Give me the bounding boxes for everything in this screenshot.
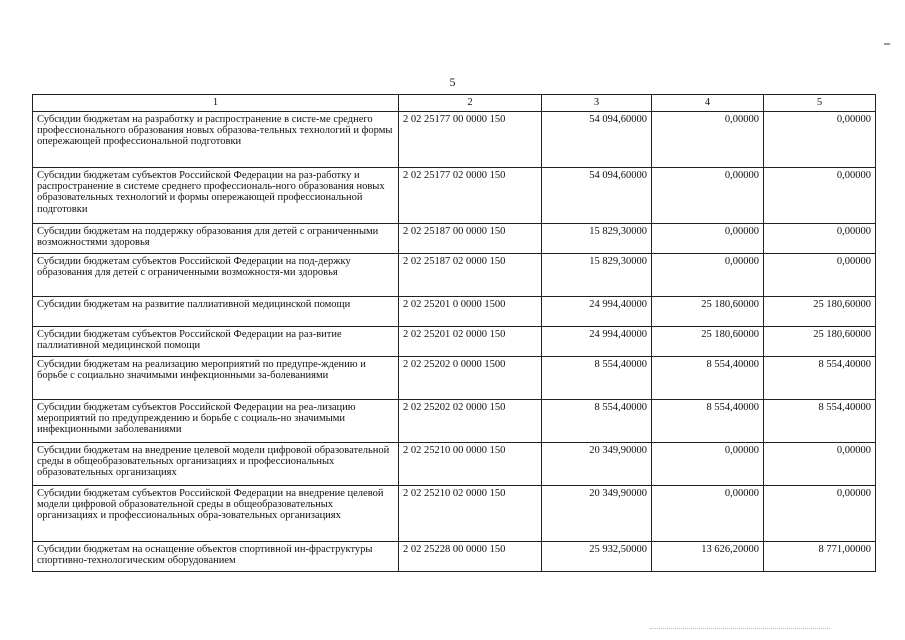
amount-col5-cell: 8 771,00000: [764, 542, 876, 572]
amount-col4-cell: 25 180,60000: [652, 297, 764, 327]
table-row: [33, 486, 876, 542]
table-row: [33, 297, 876, 327]
subsidy-name-cell: Субсидии бюджетам на внедрение целевой модели цифровой образовательной среды в общеобразовательных организациях и профессиональных образовательных организациях: [33, 443, 399, 486]
column-header-5: 5: [764, 95, 876, 112]
amount-col3-cell: 15 829,30000: [542, 224, 652, 254]
budget-code-cell: 2 02 25187 00 0000 150: [399, 224, 542, 254]
column-header-3: 3: [542, 95, 652, 112]
amount-col3-cell: 54 094,60000: [542, 112, 652, 168]
budget-code-cell: 2 02 25187 02 0000 150: [399, 254, 542, 297]
budget-code-cell: 2 02 25210 02 0000 150: [399, 486, 542, 542]
table-row: [33, 224, 876, 254]
subsidy-name-cell: Субсидии бюджетам на развитие паллиативной медицинской помощи: [33, 297, 399, 327]
amount-col5-cell: 0,00000: [764, 254, 876, 297]
budget-code-cell: 2 02 25177 02 0000 150: [399, 168, 542, 224]
amount-col3-cell: 8 554,40000: [542, 357, 652, 400]
amount-col5-cell: 0,00000: [764, 486, 876, 542]
amount-col3-cell: 20 349,90000: [542, 486, 652, 542]
table-header-row: [33, 95, 876, 112]
amount-col5-cell: 25 180,60000: [764, 327, 876, 357]
table-row: [33, 254, 876, 297]
scan-artifact-mark: [884, 43, 890, 45]
amount-col3-cell: 24 994,40000: [542, 297, 652, 327]
subsidy-name-cell: Субсидии бюджетам на реализацию мероприятий по предупре-ждению и борьбе с социально значимыми инфекционными за-болеваниями: [33, 357, 399, 400]
subsidy-name-cell: Субсидии бюджетам субъектов Российской Федерации на внедрение целевой модели цифровой образовательной среды в общеобразовательных организациях и профессиональных обра-зовательных организациях: [33, 486, 399, 542]
amount-col5-cell: 0,00000: [764, 112, 876, 168]
amount-col5-cell: 0,00000: [764, 443, 876, 486]
amount-col3-cell: 24 994,40000: [542, 327, 652, 357]
amount-col3-cell: 25 932,50000: [542, 542, 652, 572]
amount-col4-cell: 0,00000: [652, 254, 764, 297]
budget-code-cell: 2 02 25202 02 0000 150: [399, 400, 542, 443]
table-row: [33, 168, 876, 224]
amount-col4-cell: 0,00000: [652, 112, 764, 168]
table-row: [33, 327, 876, 357]
amount-col3-cell: 15 829,30000: [542, 254, 652, 297]
amount-col4-cell: 8 554,40000: [652, 357, 764, 400]
subsidy-name-cell: Субсидии бюджетам субъектов Российской Федерации на под-держку образования для детей с ограниченными возможностя-ми здоровья: [33, 254, 399, 297]
amount-col4-cell: 0,00000: [652, 443, 764, 486]
budget-code-cell: 2 02 25201 02 0000 150: [399, 327, 542, 357]
table-row: [33, 357, 876, 400]
column-header-4: 4: [652, 95, 764, 112]
subsidy-name-cell: Субсидии бюджетам на разработку и распространение в систе-ме среднего профессионального образования новых образова-тельных технологий и формы опережающей профессиональной подготовки: [33, 112, 399, 168]
amount-col4-cell: 0,00000: [652, 486, 764, 542]
table-row: [33, 112, 876, 168]
amount-col5-cell: 0,00000: [764, 168, 876, 224]
budget-subsidies-table: [32, 94, 876, 572]
subsidy-name-cell: Субсидии бюджетам на оснащение объектов спортивной ин-фраструктуры спортивно-технологическим оборудованием: [33, 542, 399, 572]
budget-code-cell: 2 02 25228 00 0000 150: [399, 542, 542, 572]
amount-col5-cell: 8 554,40000: [764, 400, 876, 443]
amount-col3-cell: 54 094,60000: [542, 168, 652, 224]
budget-code-cell: 2 02 25202 0 0000 1500: [399, 357, 542, 400]
table-body: [33, 112, 876, 572]
column-header-1: 1: [33, 95, 399, 112]
budget-code-cell: 2 02 25201 0 0000 1500: [399, 297, 542, 327]
page-number: 5: [449, 75, 456, 89]
amount-col5-cell: 25 180,60000: [764, 297, 876, 327]
amount-col3-cell: 8 554,40000: [542, 400, 652, 443]
amount-col3-cell: 20 349,90000: [542, 443, 652, 486]
subsidy-name-cell: Субсидии бюджетам субъектов Российской Федерации на раз-витие паллиативной медицинской помощи: [33, 327, 399, 357]
amount-col4-cell: 8 554,40000: [652, 400, 764, 443]
amount-col4-cell: 0,00000: [652, 168, 764, 224]
scan-artifact-smudge: [650, 628, 830, 633]
budget-code-cell: 2 02 25177 00 0000 150: [399, 112, 542, 168]
column-header-2: 2: [399, 95, 542, 112]
table-row: [33, 400, 876, 443]
budget-code-cell: 2 02 25210 00 0000 150: [399, 443, 542, 486]
subsidy-name-cell: Субсидии бюджетам субъектов Российской Федерации на раз-работку и распространение в системе среднего профессиональ-ного образования новых образовательных технологий и формы опережающей профессиональной подготовки: [33, 168, 399, 224]
amount-col4-cell: 25 180,60000: [652, 327, 764, 357]
subsidy-name-cell: Субсидии бюджетам на поддержку образования для детей с ограниченными возможностями здоровья: [33, 224, 399, 254]
amount-col5-cell: 0,00000: [764, 224, 876, 254]
amount-col4-cell: 13 626,20000: [652, 542, 764, 572]
subsidy-name-cell: Субсидии бюджетам субъектов Российской Федерации на реа-лизацию мероприятий по предупреждению и борьбе с социаль-но значимыми инфекционными заболеваниями: [33, 400, 399, 443]
table-row: [33, 542, 876, 572]
amount-col5-cell: 8 554,40000: [764, 357, 876, 400]
table-row: [33, 443, 876, 486]
amount-col4-cell: 0,00000: [652, 224, 764, 254]
